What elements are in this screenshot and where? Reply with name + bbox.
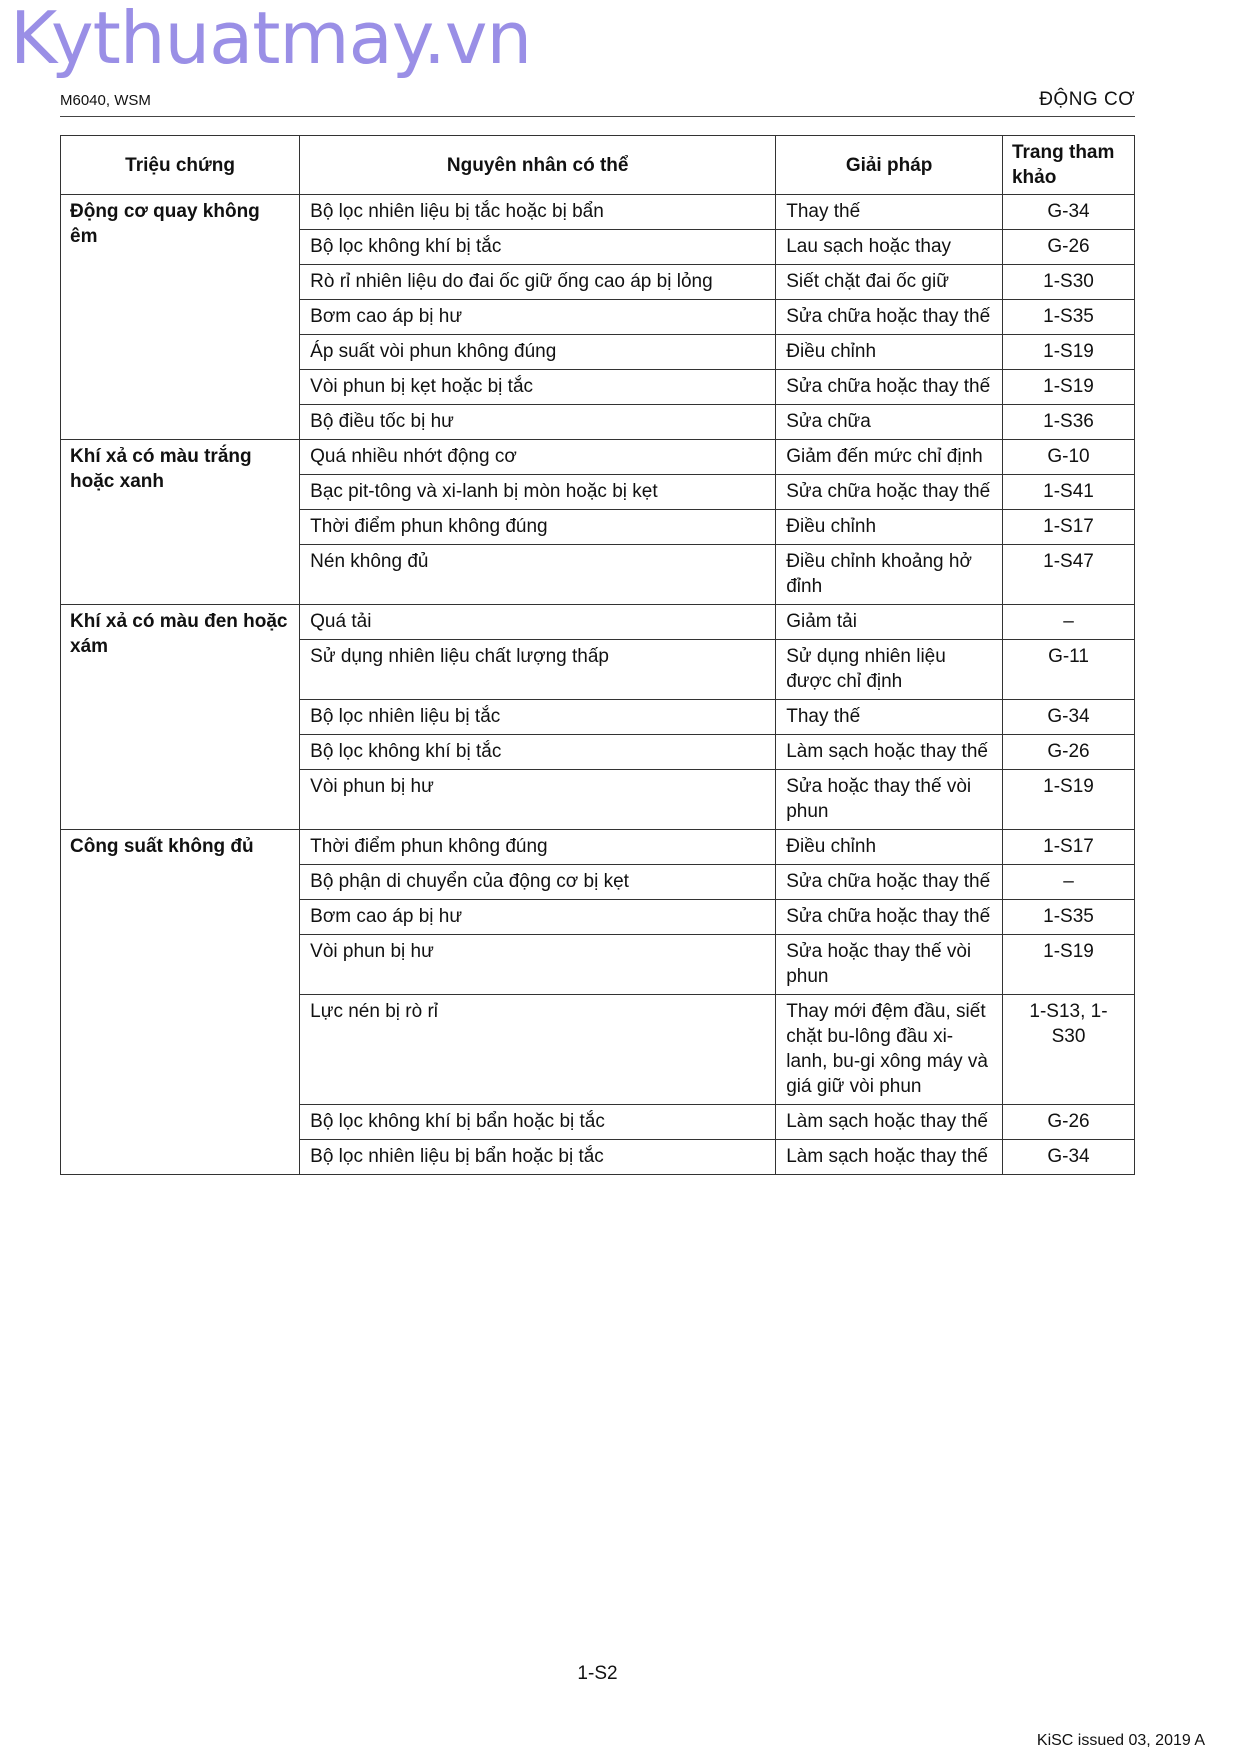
reference-cell: 1-S19 (1002, 335, 1134, 370)
reference-cell: 1-S19 (1002, 370, 1134, 405)
reference-cell: 1-S47 (1002, 545, 1134, 605)
issue-note: KiSC issued 03, 2019 A (1036, 1732, 1205, 1749)
cause-cell: Vòi phun bị kẹt hoặc bị tắc (300, 370, 776, 405)
reference-cell: G-10 (1002, 440, 1134, 475)
solution-cell: Điều chỉnh (776, 830, 1003, 865)
cause-cell: Bộ lọc nhiên liệu bị tắc (300, 700, 776, 735)
cause-cell: Quá nhiều nhớt động cơ (300, 440, 776, 475)
cause-cell: Bộ lọc không khí bị bẩn hoặc bị tắc (300, 1105, 776, 1140)
solution-cell: Điều chỉnh (776, 510, 1003, 545)
reference-cell: 1-S17 (1002, 510, 1134, 545)
cause-cell: Lực nén bị rò rỉ (300, 995, 776, 1105)
reference-cell: G-26 (1002, 735, 1134, 770)
table-body (61, 195, 1135, 1175)
cause-cell: Bơm cao áp bị hư (300, 900, 776, 935)
solution-cell: Sửa chữa hoặc thay thế (776, 475, 1003, 510)
manual-code: M6040, WSM (60, 92, 151, 109)
reference-cell: G-26 (1002, 1105, 1134, 1140)
solution-cell: Sửa chữa (776, 405, 1003, 440)
solution-cell: Sửa chữa hoặc thay thế (776, 900, 1003, 935)
solution-cell: Giảm tải (776, 605, 1003, 640)
reference-cell: 1-S19 (1002, 935, 1134, 995)
symptom-cell: Động cơ quay không êm (61, 195, 300, 440)
troubleshooting-table (60, 135, 1135, 1175)
reference-cell: 1-S17 (1002, 830, 1134, 865)
cause-cell: Sử dụng nhiên liệu chất lượng thấp (300, 640, 776, 700)
cause-cell: Bộ lọc không khí bị tắc (300, 735, 776, 770)
reference-cell: G-34 (1002, 1140, 1134, 1175)
cause-cell: Bộ lọc nhiên liệu bị tắc hoặc bị bẩn (300, 195, 776, 230)
cause-cell: Bộ phận di chuyển của động cơ bị kẹt (300, 865, 776, 900)
reference-cell: G-11 (1002, 640, 1134, 700)
reference-cell: G-34 (1002, 195, 1134, 230)
header-rule (60, 116, 1135, 117)
reference-cell: 1-S36 (1002, 405, 1134, 440)
solution-cell: Làm sạch hoặc thay thế (776, 1140, 1003, 1175)
table-header-row (61, 136, 1135, 195)
solution-cell: Lau sạch hoặc thay (776, 230, 1003, 265)
column-header-reference: Trang tham khảo (1002, 136, 1134, 195)
table-row (61, 440, 1135, 475)
cause-cell: Áp suất vòi phun không đúng (300, 335, 776, 370)
table-row (61, 195, 1135, 230)
cause-cell: Bạc pit-tông và xi-lanh bị mòn hoặc bị kẹt (300, 475, 776, 510)
solution-cell: Sửa chữa hoặc thay thế (776, 865, 1003, 900)
cause-cell: Nén không đủ (300, 545, 776, 605)
reference-cell: 1-S30 (1002, 265, 1134, 300)
symptom-cell: Công suất không đủ (61, 830, 300, 1175)
reference-cell: 1-S19 (1002, 770, 1134, 830)
column-header-symptom: Triệu chứng (61, 136, 300, 195)
cause-cell: Bơm cao áp bị hư (300, 300, 776, 335)
cause-cell: Thời điểm phun không đúng (300, 830, 776, 865)
solution-cell: Điều chỉnh (776, 335, 1003, 370)
reference-cell: 1-S41 (1002, 475, 1134, 510)
solution-cell: Siết chặt đai ốc giữ (776, 265, 1003, 300)
cause-cell: Bộ điều tốc bị hư (300, 405, 776, 440)
cause-cell: Quá tải (300, 605, 776, 640)
symptom-cell: Khí xả có màu trắng hoặc xanh (61, 440, 300, 605)
watermark: Kythuatmay.vn (10, 0, 532, 80)
cause-cell: Vòi phun bị hư (300, 770, 776, 830)
solution-cell: Làm sạch hoặc thay thế (776, 735, 1003, 770)
section-title: ĐỘNG CƠ (1039, 89, 1135, 110)
cause-cell: Vòi phun bị hư (300, 935, 776, 995)
solution-cell: Giảm đến mức chỉ định (776, 440, 1003, 475)
solution-cell: Sửa hoặc thay thế vòi phun (776, 770, 1003, 830)
reference-cell: 1-S35 (1002, 900, 1134, 935)
solution-cell: Thay thế (776, 195, 1003, 230)
solution-cell: Sửa chữa hoặc thay thế (776, 300, 1003, 335)
symptom-cell: Khí xả có màu đen hoặc xám (61, 605, 300, 830)
reference-cell: – (1002, 865, 1134, 900)
solution-cell: Thay thế (776, 700, 1003, 735)
page-number: 1-S2 (577, 1663, 618, 1684)
column-header-cause: Nguyên nhân có thể (300, 136, 776, 195)
cause-cell: Bộ lọc không khí bị tắc (300, 230, 776, 265)
reference-cell: 1-S35 (1002, 300, 1134, 335)
cause-cell: Thời điểm phun không đúng (300, 510, 776, 545)
solution-cell: Điều chỉnh khoảng hở đỉnh (776, 545, 1003, 605)
reference-cell: G-34 (1002, 700, 1134, 735)
cause-cell: Bộ lọc nhiên liệu bị bẩn hoặc bị tắc (300, 1140, 776, 1175)
cause-cell: Rò rỉ nhiên liệu do đai ốc giữ ống cao áp bị lỏng (300, 265, 776, 300)
reference-cell: 1-S13, 1-S30 (1002, 995, 1134, 1105)
table-row (61, 830, 1135, 865)
solution-cell: Sử dụng nhiên liệu được chỉ định (776, 640, 1003, 700)
solution-cell: Làm sạch hoặc thay thế (776, 1105, 1003, 1140)
reference-cell: – (1002, 605, 1134, 640)
reference-cell: G-26 (1002, 230, 1134, 265)
solution-cell: Thay mới đệm đầu, siết chặt bu-lông đầu xi-lanh, bu-gi xông máy và giá giữ vòi phun (776, 995, 1003, 1105)
table-row (61, 605, 1135, 640)
column-header-solution: Giải pháp (776, 136, 1003, 195)
solution-cell: Sửa chữa hoặc thay thế (776, 370, 1003, 405)
solution-cell: Sửa hoặc thay thế vòi phun (776, 935, 1003, 995)
